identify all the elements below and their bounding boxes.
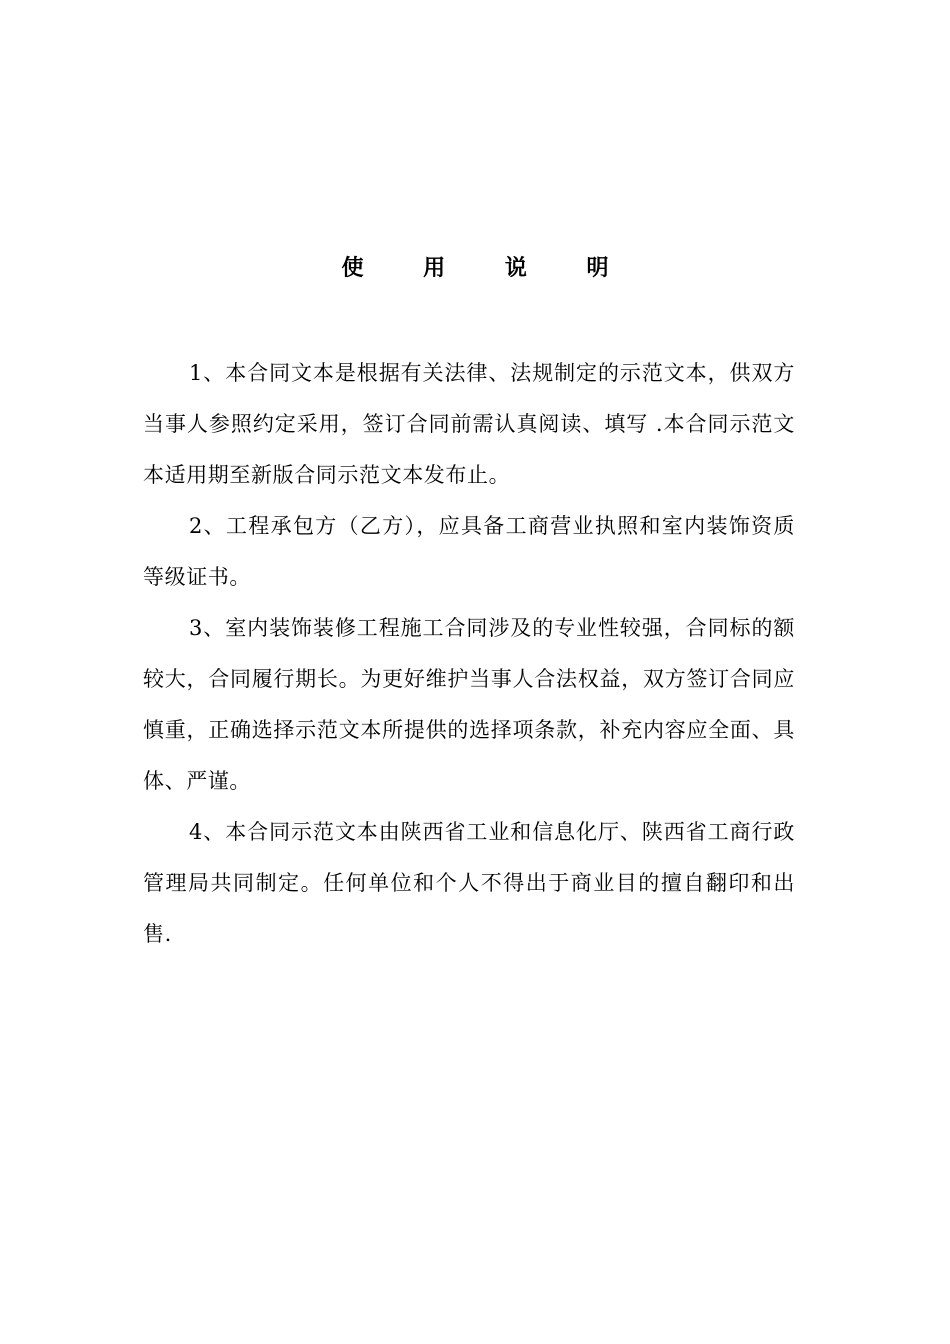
instruction-paragraph-3: 3、室内装饰装修工程施工合同涉及的专业性较强，合同标的额较大，合同履行期长。为更好维护当事人合法权益，双方签订合同应慎重，正确选择示范文本所提供的选择项条款，补充内容应全面、具体、严谨。 (143, 616, 795, 793)
instruction-paragraph-2: 2、工程承包方（乙方），应具备工商营业执照和室内装饰资质等级证书。 (143, 514, 795, 589)
instruction-paragraph-1: 1、本合同文本是根据有关法律、法规制定的示范文本，供双方当事人参照约定采用，签订合同前需认真阅读、填写 .本合同示范文本适用期至新版合同示范文本发布止。 (143, 361, 795, 487)
instruction-paragraph-4: 4、本合同示范文本由陕西省工业和信息化厅、陕西省工商行政管理局共同制定。任何单位和个人不得出于商业目的擅自翻印和出售. (143, 820, 795, 946)
instructions-body (143, 348, 795, 960)
page-title: 使 用 说 明 (341, 256, 635, 281)
